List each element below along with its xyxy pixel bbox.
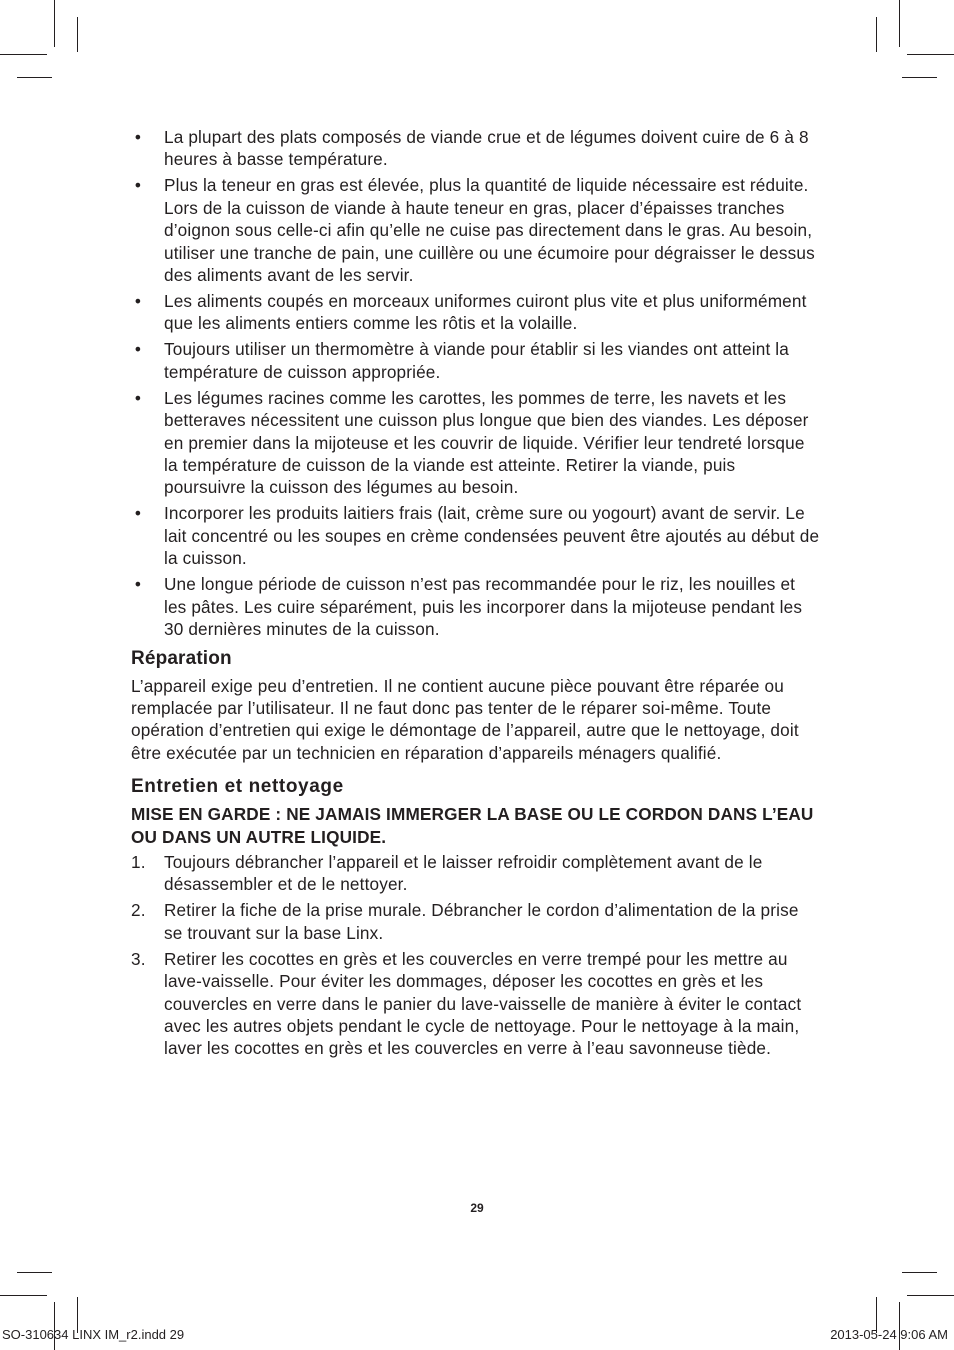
crop-mark <box>17 77 52 78</box>
crop-mark <box>54 0 55 47</box>
bullet-text: Les légumes racines comme les carottes, les pommes de terre, les navets et les betteraves nécessitent une cuisson plus longue que bien des viandes. Les déposer en premier dans la mijoteuse et les couvrir de liquide. Vérifier leur tendreté lorsque la température de cuisson de la viande est atteinte. Retirer la viande, puis poursuivre la cuisson des légumes au besoin. <box>164 387 809 498</box>
step-text: Retirer les cocottes en grès et les couvercles en verre trempé pour les mettre au lave-vaisselle. Pour éviter les dommages, déposer les cocottes en grès et les couvercles en verre dans le panier du lave-vaisselle de manière à éviter le contact avec les autres objets pendant le cycle de nettoyage. Pour le nettoyage à la main, laver les cocottes en grès et les couvercles en verre à l’eau savonneuse tiède. <box>164 948 802 1059</box>
crop-mark <box>899 1302 900 1350</box>
step-number: 2. <box>131 900 146 921</box>
bullet-text: Une longue période de cuisson n’est pas recommandée pour le riz, les nouilles et les pâtes. Les cuire séparément, puis les incorporer dans la mijoteuse pendant les 30 dernières minutes de la cuisson. <box>164 574 803 640</box>
crop-mark <box>0 1295 47 1296</box>
list-item <box>131 573 821 640</box>
list-item <box>131 387 821 499</box>
crop-mark <box>876 17 877 52</box>
bullet-text: Toujours utiliser un thermomètre à viande pour établir si les viandes ont atteint la température de cuisson appropriée. <box>164 339 789 382</box>
list-item <box>131 126 821 171</box>
list-item <box>131 290 821 335</box>
crop-mark <box>0 54 47 55</box>
slug-datetime: 2013-05-24 9:06 AM <box>830 1327 948 1342</box>
crop-mark <box>17 1272 52 1273</box>
step-text: Retirer la fiche de la prise murale. Débrancher le cordon d’alimentation de la prise se trouvant sur la base Linx. <box>164 900 799 943</box>
page-number: 29 <box>470 1201 484 1215</box>
tips-list <box>131 126 821 641</box>
crop-mark <box>907 1295 954 1296</box>
bullet-marker: • <box>134 574 142 595</box>
cleaning-warning: MISE EN GARDE : NE JAMAIS IMMERGER LA BASE OU LE CORDON DANS L’EAU OU DANS UN AUTRE LIQUIDE. <box>131 804 814 847</box>
repair-paragraph: L’appareil exige peu d’entretien. Il ne contient aucune pièce pouvant être réparée ou remplacée par l’utilisateur. Il ne faut donc pas tenter de le réparer soi-même. Toute opération d’entretien qui exige le démontage de l’appareil, autre que le nettoyage, doit être exécutée par un technicien en réparation d’appareils ménagers qualifié. <box>131 675 799 763</box>
slug-filename: SO-310634 LINX IM_r2.indd 29 <box>2 1327 185 1342</box>
bullet-marker: • <box>134 387 142 408</box>
crop-mark <box>54 1302 55 1350</box>
bullet-text: Plus la teneur en gras est élevée, plus la quantité de liquide nécessaire est réduite. Lors de la cuisson de viande à haute teneur en gras, placer d’épaisses tranches d’oignon sous celle-ci afin qu’elle ne cuise pas directement dans le gras. Au besoin, utiliser une tranche de pain, une cuillère ou une écumoire pour dégraisser le dessus des aliments avant de les servir. <box>164 175 815 286</box>
bullet-text: La plupart des plats composés de viande crue et de légumes doivent cuire de 6 à 8 heures à basse température. <box>164 127 809 170</box>
bullet-marker: • <box>134 175 142 196</box>
bullet-text: Les aliments coupés en morceaux uniformes cuiront plus vite et plus uniformément que les aliments entiers comme les rôtis et la volaille. <box>164 291 807 334</box>
bullet-marker: • <box>134 291 142 312</box>
crop-mark <box>899 0 900 47</box>
bullet-marker: • <box>134 339 142 360</box>
crop-mark <box>902 77 937 78</box>
cleaning-heading: Entretien et nettoyage <box>131 776 344 798</box>
list-item <box>131 174 821 286</box>
step-number: 3. <box>131 948 146 969</box>
list-item <box>131 899 821 944</box>
step-text: Toujours débrancher l’appareil et le laisser refroidir complètement avant de le désassembler et de le nettoyer. <box>164 851 763 895</box>
bullet-marker: • <box>134 503 142 524</box>
cleaning-steps <box>131 851 821 1060</box>
crop-mark <box>77 17 78 52</box>
list-item <box>131 948 821 1060</box>
page-content <box>131 126 821 1063</box>
crop-mark <box>907 54 954 55</box>
list-item <box>131 338 821 383</box>
crop-mark <box>902 1272 937 1273</box>
list-item <box>131 851 821 896</box>
repair-heading: Réparation <box>131 647 232 669</box>
bullet-text: Incorporer les produits laitiers frais (lait, crème sure ou yogourt) avant de servir. Le lait concentré ou les soupes en crème condensées peuvent être ajoutés au début de la cuisson. <box>164 503 820 569</box>
bullet-marker: • <box>134 127 142 147</box>
step-number: 1. <box>131 851 146 872</box>
list-item <box>131 502 821 569</box>
